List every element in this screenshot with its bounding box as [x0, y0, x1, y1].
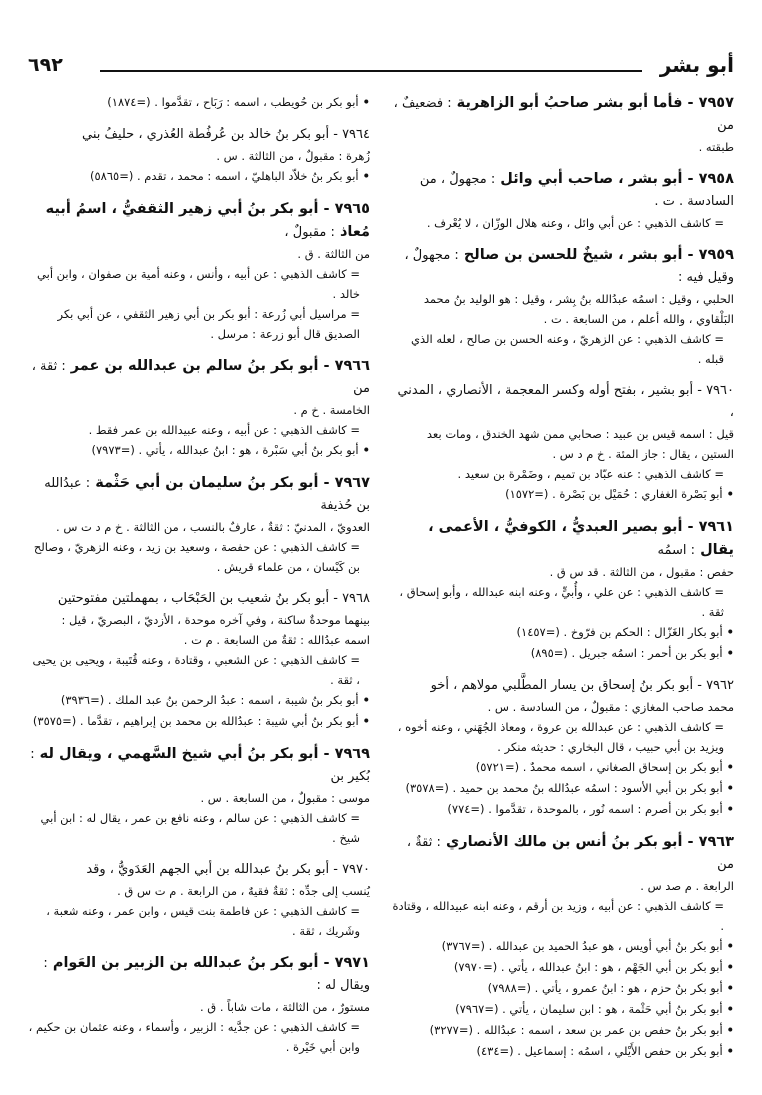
entry-heading: ٧٩٦٥ - أبو بكر بنُ أبي زهير الثقفيُّ ، اسمُ أبيه مُعاذ : مقبولٌ ،: [45, 201, 370, 240]
biography-entry: [392, 380, 734, 505]
header-title: أبو بشر: [659, 53, 734, 77]
entry-citation: = كاشف الذهبي : عن الشعبي ، وقتادة ، وعنه قُتَيبة ، ويحيى بن يحيى ، ثقة .: [32, 653, 360, 687]
entry-name: ٧٩٦١ - أبو بصير العبديُّ ، الكوفيُّ ، الأعمى ، يقال: [428, 519, 734, 558]
cross-reference-item: • أبو بكر بنُ حفص بن عمر بن سعد ، اسمه : عبدُالله . (=٣٢٧٧): [392, 1020, 734, 1041]
entry-heading: ٧٩٦٨ - أبو بكر بنُ شعيب بن الحَبْحَاب ، بمهملتين مفتوحتين: [57, 591, 370, 606]
cross-reference-item: • أبو بكر بنُ شيبة ، اسمه : عبدُ الرحمن بنُ عبد الملك . (=٣٩٣٦): [28, 690, 370, 711]
entry-text: من الثالثة . ق .: [297, 247, 370, 261]
biography-entry: [392, 92, 734, 157]
entry-name: ٧٩٦٩ - أبو بكر بنُ أبي شيخ السَّهمي ، ويقال له: [34, 746, 370, 762]
entry-citation: = كاشف الذهبي : عن الزهريّ ، وعنه الحسن بن صالح ، لعله الذي قبله .: [411, 332, 724, 366]
header-rule: [100, 70, 642, 72]
entry-heading: ٧٩٥٨ - أبو بشر ، صاحب أبي وائل : مجهولٌ ، من السادسة . ت .: [419, 171, 734, 209]
entry-heading: ٧٩٦٠ - أبو بشير ، بفتح أوله وكسر المعجمة ، الأنصاري ، المدني ،: [397, 383, 734, 420]
biography-entry: [28, 124, 370, 187]
biography-entry: [28, 952, 370, 1057]
entry-citation: = كاشف الذهبي : عن أبيه ، وعنه عبيدالله بن عمر فقط .: [88, 423, 360, 437]
biography-entry: [28, 859, 370, 941]
entry-text: الرابعة . م صد س .: [640, 879, 734, 893]
entry-name: ٧٩٥٨ - أبو بشر ، صاحب أبي وائل: [495, 171, 734, 187]
cross-reference-item: • أبو بكر بنُ حزم ، هو : ابنُ عمرو ، يأتي . (=٧٩٨٨): [392, 978, 734, 999]
entry-text: العدويّ ، المدنيّ : ثقةٌ ، عارفٌ بالنسب ، من الثالثة . خ م د ت س .: [56, 520, 370, 534]
entry-heading: ٧٩٥٧ - فأما أبو بشر صاحبُ أبو الزاهرية : فضعيفٌ ، من: [393, 95, 734, 133]
entry-citation: = كاشف الذهبي : عن حفصة ، وسعيد بن زيد ، وعنه الزهريّ ، وصالح بن كَيْسان ، من علماء قريش .: [33, 540, 360, 574]
entry-citation: = كاشف الذهبي : عن فاطمة بنت قيس ، وابن عمر ، وعنه شعبة ، وشَريك ، ثقة .: [46, 904, 360, 938]
right-column: [392, 92, 734, 1073]
cross-reference-item: • أبو بكار الغَزّال : الحكم بن فرّوخ . (=١٤٥٧): [392, 622, 734, 643]
entry-name: ٧٩٦٦ - أبو بكر بنُ سالم بن عبدالله بن عمر: [65, 358, 370, 374]
entry-text: بينهما موحدةٌ ساكنة ، وفي آخره موحدة ، الأزديّ ، البصريّ ، قيل :: [61, 613, 370, 627]
cross-reference-item: • أبو بكر بنُ أبي حَثْمة ، هو : ابن سليمان ، يأتي . (=٧٩٦٧): [392, 999, 734, 1020]
entry-heading: ٧٩٧١ - أبو بكر بنُ عبدالله بن الزبير بن العَوام : ويقال له :: [43, 955, 370, 993]
entry-citation: = كاشف الذهبي : عن أبيه ، وزيد بن أرقم ، وعنه ابنه عبيدالله ، وقتادة .: [392, 899, 724, 933]
page-number: ٦٩٢: [28, 54, 63, 76]
biography-entry: [28, 743, 370, 848]
cross-reference-item: • أبو بَصْرة الغفاري : حُمَيْل بن بَصْرة . (=١٥٧٢): [392, 484, 734, 505]
entry-name: ٧٩٧١ - أبو بكر بنُ عبدالله بن الزبير بن العَوام: [47, 955, 370, 971]
cross-reference-item: • أبو بكر بن أبي الجَهْم ، هو : ابنُ عبدالله ، يأتي . (=٧٩٧٠): [392, 957, 734, 978]
entry-heading: ٧٩٧٠ - أبو بكر بنُ عبدالله بن أبي الجهم العَدَويُّ ، وقد: [86, 862, 370, 877]
entry-text: اسمه عبدُالله : ثقةٌ من السابعة . م ت .: [183, 633, 370, 647]
entry-text: الخامسة . خ م .: [293, 403, 370, 417]
biography-entry: [28, 92, 370, 113]
entry-citation: = كاشف الذهبي : عن سالم ، وعنه نافع بن عمر ، يقال له : ابن أبي شيخ .: [40, 811, 360, 845]
biography-entry: [28, 472, 370, 577]
cross-reference-item: • أبو بكر بنُ أبي سَبْرة ، هو : ابنُ عبدالله ، يأتي . (=٧٩٧٣): [28, 440, 370, 461]
cross-reference-item: • أبو بكر بن أحمر : اسمُه جبريل . (=٨٩٥): [392, 643, 734, 664]
entry-heading: ٧٩٦٢ - أبو بكر بنُ إسحاق بن يسار المطَّلبي مولاهم ، أخو: [430, 678, 734, 693]
entry-citation: = كاشف الذهبي : عن أبيه ، وأنس ، وعنه أمية بن صفوان ، وابن أبي خالد .: [37, 267, 360, 301]
entry-citation: = كاشف الذهبي : عن أبي وائل ، وعنه هلال الوزّان ، لا يُعْرف .: [426, 216, 724, 230]
entry-text: يُنسب إلى جدِّه : ثقةٌ فقيهٌ ، من الرابعة . م ت س ق .: [117, 884, 370, 898]
entry-text: قيل : اسمه قيس بن عبيد : صحابي ممن شهد الخندق ، ومات بعد: [426, 427, 734, 441]
entry-heading: ٧٩٦١ - أبو بصير العبديُّ ، الكوفيُّ ، الأعمى ، يقال : اسمُه: [428, 519, 734, 558]
entry-name: ٧٩٥٧ - فأما أبو بشر صاحبُ أبو الزاهرية: [451, 95, 734, 111]
entry-text: موسى : مقبولٌ ، من السابعة . س .: [200, 791, 370, 805]
cross-reference-item: • أبو بكر بن حُويطب ، اسمه : رَبَاح ، تقدَّموا . (=١٨٧٤): [28, 92, 370, 113]
biography-entry: [28, 198, 370, 344]
cross-reference-item: • أبو بكر بنُ أبي أويس ، هو عبدُ الحميد بن عبدالله . (=٣٧٦٧): [392, 936, 734, 957]
entry-text: الحلبي ، وقيل : اسمُه عبدُالله بنُ بِشر ، وقيل : هو الوليد بنُ محمد: [423, 292, 734, 306]
entry-citation: = كاشف الذهبي : عن جدَّيه : الزبير ، وأسماء ، وعنه عثمان بن حكيم ، وابن أبي خَيْرة .: [28, 1020, 360, 1054]
entry-citation: = كاشف الذهبي : عن عبدالله بن عروة ، ومعاذ الجُهَني ، وعنه أخوه ، ويزيد بن أبي حبيب ، قال البخاري : حديثه منكر .: [397, 720, 724, 754]
entry-heading: ٧٩٦٩ - أبو بكر بنُ أبي شيخ السَّهمي ، ويقال له : بُكير بن: [30, 746, 370, 784]
entry-name: ٧٩٦٥ - أبو بكر بنُ أبي زهير الثقفيُّ ، اسمُ أبيه مُعاذ: [45, 201, 370, 240]
entry-name: ٧٩٥٩ - أبو بشر ، شيخٌ للحسن بن صالح: [458, 247, 734, 263]
entry-citation: = مراسيل أبي زُرعة : أبو بكر بن أبي زهير الثقفي ، عن أبي بكر الصديق قال أبو زرعة : مرسل .: [57, 307, 360, 341]
biography-entry: [392, 675, 734, 820]
entry-text: محمد صاحب المغازي : مقبولٌ ، من السادسة . س .: [487, 700, 734, 714]
entry-text: مستورٌ ، من الثالثة ، مات شاباً . ق .: [199, 1000, 370, 1014]
cross-reference-item: • أبو بكر بن إسحاق الصغاني ، اسمه محمدٌ . (=٥٧٢١): [392, 757, 734, 778]
biography-entry: [392, 831, 734, 1062]
entry-heading: ٧٩٦٤ - أبو بكر بنُ خالد بن عُرفُطة العُذري ، حليفُ بني: [81, 127, 370, 142]
cross-reference-item: • أبو بكر بنُ أبي شيبة : عبدُالله بن محمد بن إبراهيم ، تقدَّما . (=٣٥٧٥): [28, 711, 370, 732]
entry-text: طبقته .: [698, 140, 734, 154]
entry-text: زُهرة : مقبولٌ ، من الثالثة . س .: [216, 149, 370, 163]
entry-text: الستين ، يقال : جاز المئة . خ م د س .: [552, 447, 734, 461]
cross-reference-item: • أبو بكر بنُ خلاّد الباهليّ ، اسمه : محمد ، تقدم . (=٥٨٦٥): [28, 166, 370, 187]
biography-entry: [28, 588, 370, 732]
entry-text: حفص : مقبول ، من الثالثة . قد س ق .: [549, 565, 734, 579]
biography-entry: [392, 244, 734, 369]
entry-heading: ٧٩٦٧ - أبو بكر بنُ سليمان بن أبي حَثْمة : عبدُالله بن حُذيفة: [44, 475, 370, 513]
entry-name: ٧٩٦٣ - أبو بكر بنُ أنس بن مالك الأنصاري: [440, 834, 734, 850]
entry-text: البَلْقاوي ، والله أعلم ، من السابعة . ت .: [543, 312, 734, 326]
entry-name: ٧٩٦٧ - أبو بكر بنُ سليمان بن أبي حَثْمة: [90, 475, 370, 491]
biography-entry: [392, 516, 734, 664]
cross-reference-item: • أبو بكر بن أبي الأسود : اسمُه عبدُالله بنُ محمد بن حميد . (=٣٥٧٨): [392, 778, 734, 799]
cross-reference-item: • أبو بكر بن حفص الأَيْلي ، اسمُه : إسماعيل . (=٤٣٤): [392, 1041, 734, 1062]
cross-reference-item: • أبو بكر بن أصرم : اسمه نُور ، بالموحدة ، تقدَّموا . (=٧٧٤): [392, 799, 734, 820]
entry-heading: ٧٩٥٩ - أبو بشر ، شيخٌ للحسن بن صالح : مجهولٌ ، وقيل فيه :: [404, 247, 734, 285]
entry-citation: = كاشف الذهبي : عنه عبّاد بن تميم ، وضَمْرة بن سعيد .: [457, 467, 724, 481]
columns: [28, 92, 734, 1075]
left-column: [28, 92, 370, 1068]
entry-heading: ٧٩٦٦ - أبو بكر بنُ سالم بن عبدالله بن عمر : ثقة ، من: [31, 358, 370, 396]
biography-entry: [392, 168, 734, 233]
biography-entry: [28, 355, 370, 461]
entry-heading: ٧٩٦٣ - أبو بكر بنُ أنس بن مالك الأنصاري : ثقةٌ ، من: [406, 834, 734, 872]
entry-citation: = كاشف الذهبي : عن علي ، وأُبيٍّ ، وعنه ابنه عبدالله ، وأبو إسحاق ، ثقة .: [399, 585, 724, 619]
running-header: [28, 52, 734, 80]
